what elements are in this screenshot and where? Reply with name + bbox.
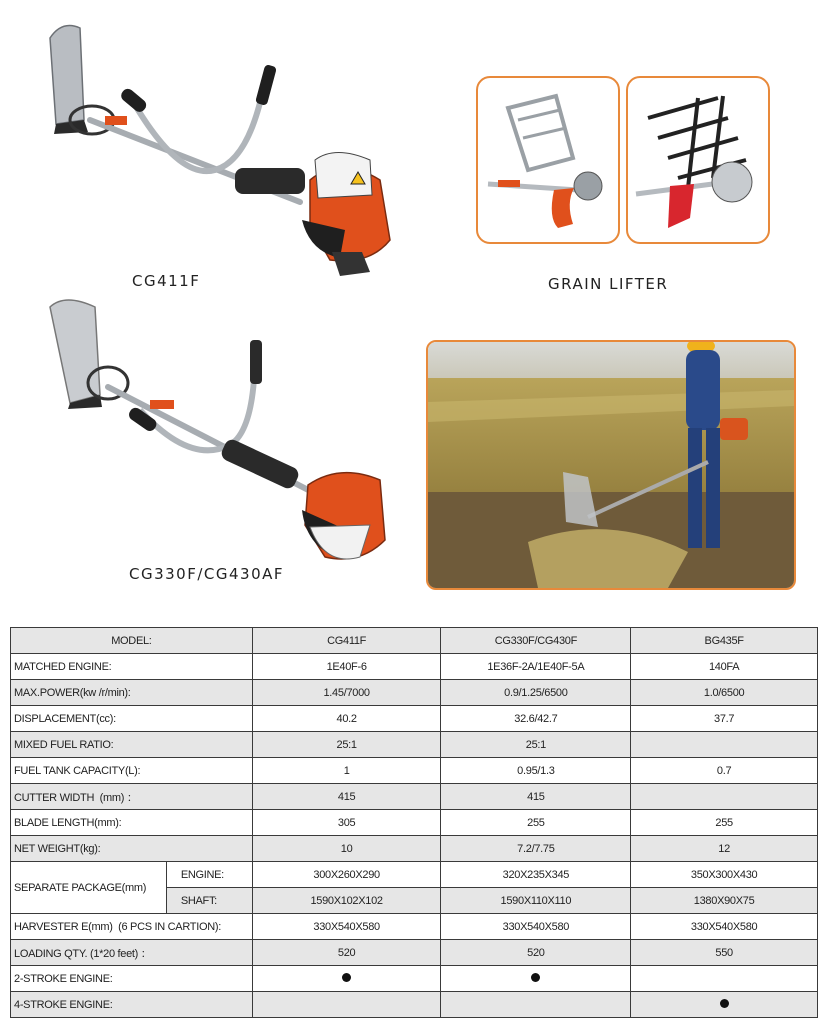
package-engine-row [11, 862, 818, 888]
cell: 40.2 [252, 706, 441, 732]
table-row [11, 680, 818, 706]
model-bg435f: BG435F [631, 628, 818, 654]
cell: 320X235X345 [441, 862, 631, 888]
table-row [11, 940, 818, 966]
cg411f-product-image [40, 20, 400, 285]
filled-dot-icon [720, 999, 729, 1008]
cell: 12 [631, 836, 818, 862]
table-row [11, 758, 818, 784]
table-row [11, 654, 818, 680]
grain-lifter-caption: GRAIN LIFTER [548, 275, 669, 293]
cell: 330X540X580 [252, 914, 441, 940]
cell: 37.7 [631, 706, 818, 732]
cell: 25:1 [441, 732, 631, 758]
cell: 140FA [631, 654, 818, 680]
cell: 1.45/7000 [252, 680, 441, 706]
table-row [11, 836, 818, 862]
cell: 330X540X580 [631, 914, 818, 940]
cell [631, 732, 818, 758]
cell: 25:1 [252, 732, 441, 758]
cell [631, 784, 818, 810]
table-row [11, 706, 818, 732]
model-row [11, 628, 818, 654]
cell: 255 [441, 810, 631, 836]
filled-dot-icon [342, 973, 351, 982]
mark-cell [631, 992, 818, 1018]
cell: 330X540X580 [441, 914, 631, 940]
cell: 0.9/1.25/6500 [441, 680, 631, 706]
cell: 520 [252, 940, 441, 966]
row-label: 2-STROKE ENGINE: [11, 966, 253, 992]
mark-cell [252, 992, 441, 1018]
table-row [11, 810, 818, 836]
cell: 520 [441, 940, 631, 966]
cell: 10 [252, 836, 441, 862]
cell: 1380X90X75 [631, 888, 818, 914]
row-label: 4-STROKE ENGINE: [11, 992, 253, 1018]
field-harvest-photo [426, 340, 796, 590]
cg330f-caption: CG330F∕CG430AF [129, 565, 285, 583]
cell: 300X260X290 [252, 862, 441, 888]
cell: 7.2/7.75 [441, 836, 631, 862]
four-stroke-row [11, 992, 818, 1018]
table-row [11, 914, 818, 940]
cell: 32.6/42.7 [441, 706, 631, 732]
table-row [11, 732, 818, 758]
cell: 1 [252, 758, 441, 784]
cell: 1E36F-2A/1E40F-5A [441, 654, 631, 680]
row-label: BLADE LENGTH(mm): [11, 810, 253, 836]
cell: 1590X110X110 [441, 888, 631, 914]
cell: 415 [441, 784, 631, 810]
model-label: MODEL: [11, 628, 253, 654]
cell: 415 [252, 784, 441, 810]
grain-lifter-image-2 [626, 76, 770, 244]
two-stroke-row [11, 966, 818, 992]
filled-dot-icon [531, 973, 540, 982]
row-label: FUEL TANK CAPACITY(L): [11, 758, 253, 784]
row-label: MIXED FUEL RATIO: [11, 732, 253, 758]
cell: 1E40F-6 [252, 654, 441, 680]
row-label: LOADING QTY. (1*20 feet) ： [11, 940, 253, 966]
model-cg411f: CG411F [252, 628, 441, 654]
cell: 1.0/6500 [631, 680, 818, 706]
mark-cell [441, 966, 631, 992]
cell: 350X300X430 [631, 862, 818, 888]
cell: 550 [631, 940, 818, 966]
row-label: HARVESTER E(mm) (6 PCS IN CARTION): [11, 914, 253, 940]
table-row [11, 784, 818, 810]
separate-package-label: SEPARATE PACKAGE(mm) [11, 862, 167, 914]
mark-cell [252, 966, 441, 992]
cg411f-caption: CG411F [132, 272, 201, 290]
spec-table [10, 627, 818, 1018]
row-label: MAX.POWER(kw /r/min): [11, 680, 253, 706]
cell: 255 [631, 810, 818, 836]
row-label: NET WEIGHT(kg): [11, 836, 253, 862]
row-label: DISPLACEMENT(cc): [11, 706, 253, 732]
row-label: CUTTER WIDTH (mm) ： [11, 784, 253, 810]
cell: 0.7 [631, 758, 818, 784]
engine-sublabel: ENGINE: [166, 862, 252, 888]
cell: 1590X102X102 [252, 888, 441, 914]
cg330f-product-image [40, 295, 400, 565]
cell: 305 [252, 810, 441, 836]
shaft-sublabel: SHAFT: [166, 888, 252, 914]
grain-lifter-image-1 [476, 76, 620, 244]
model-cg330f: CG330F/CG430F [441, 628, 631, 654]
cell: 0.95/1.3 [441, 758, 631, 784]
row-label: MATCHED ENGINE: [11, 654, 253, 680]
mark-cell [441, 992, 631, 1018]
mark-cell [631, 966, 818, 992]
